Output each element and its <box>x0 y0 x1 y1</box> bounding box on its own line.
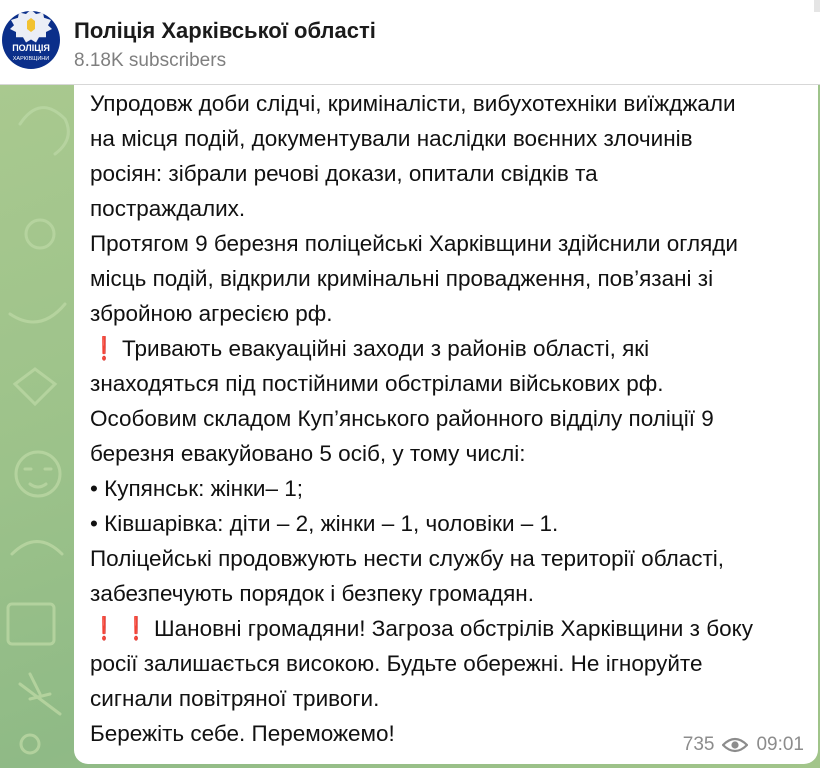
message-line: • Ківшарівка: діти – 2, жінки – 1, чоловіки – 1. <box>90 511 559 536</box>
message-line: Шановні громадяни! Загроза обстрілів Харківщини з боку <box>154 616 753 641</box>
message-bubble[interactable] <box>74 84 818 764</box>
message-line: березня евакуйовано 5 осіб, у тому числі: <box>90 441 526 466</box>
message-line: сигнали повітряної тривоги. <box>90 686 380 711</box>
channel-avatar[interactable] <box>2 11 60 69</box>
message-line: Протягом 9 березня поліцейські Харківщини здійснили огляди <box>90 231 738 256</box>
police-badge-icon <box>2 11 60 69</box>
message-line: росії залишається високою. Будьте обережні. Не ігноруйте <box>90 651 703 676</box>
message-line: Упродовж доби слідчі, криміналісти, вибухотехніки виїжджали <box>90 91 736 116</box>
exclamation-icon: ❗ <box>93 616 115 641</box>
svg-text:ПОЛІЦІЯ: ПОЛІЦІЯ <box>12 43 50 53</box>
message-line: постраждалих. <box>90 196 246 221</box>
message-line: знаходяться під постійними обстрілами військових рф. <box>90 371 664 396</box>
message-line: збройною агресією рф. <box>90 301 333 326</box>
message-line: місць подій, відкрили кримінальні провадження, пов’язані зі <box>90 266 714 291</box>
message-line: • Купянськ: жінки– 1; <box>90 476 304 501</box>
message-line-alert <box>90 331 806 366</box>
message-line-alert <box>90 611 806 646</box>
message-line: Поліцейські продовжують нести службу на території області, <box>90 546 725 571</box>
chat-header[interactable] <box>0 0 820 85</box>
window-edge <box>814 0 820 12</box>
subscriber-count: 8.18K subscribers <box>74 50 227 71</box>
message-line: Тривають евакуаційні заходи з районів області, які <box>122 336 650 361</box>
exclamation-icon: ❗ <box>125 616 147 641</box>
message-text <box>90 86 806 751</box>
channel-title[interactable]: Поліція Харківської області <box>74 18 376 43</box>
message-meta <box>683 734 804 756</box>
message-line: росіян: зібрали речові докази, опитали свідків та <box>90 161 598 186</box>
message-time: 09:01 <box>756 734 804 755</box>
view-count: 735 <box>682 734 715 755</box>
message-line: на місця подій, документували наслідки воєнних злочинів <box>90 126 693 151</box>
message-line: Особовим складом Куп’янського районного відділу поліції 9 <box>90 406 714 431</box>
exclamation-icon: ❗ <box>93 336 115 361</box>
message-line: забезпечують порядок і безпеку громадян. <box>90 581 534 606</box>
svg-text:ХАРКІВЩИНИ: ХАРКІВЩИНИ <box>12 56 50 62</box>
message-line: Бережіть себе. Переможемо! <box>90 721 395 746</box>
eye-icon <box>722 737 748 753</box>
